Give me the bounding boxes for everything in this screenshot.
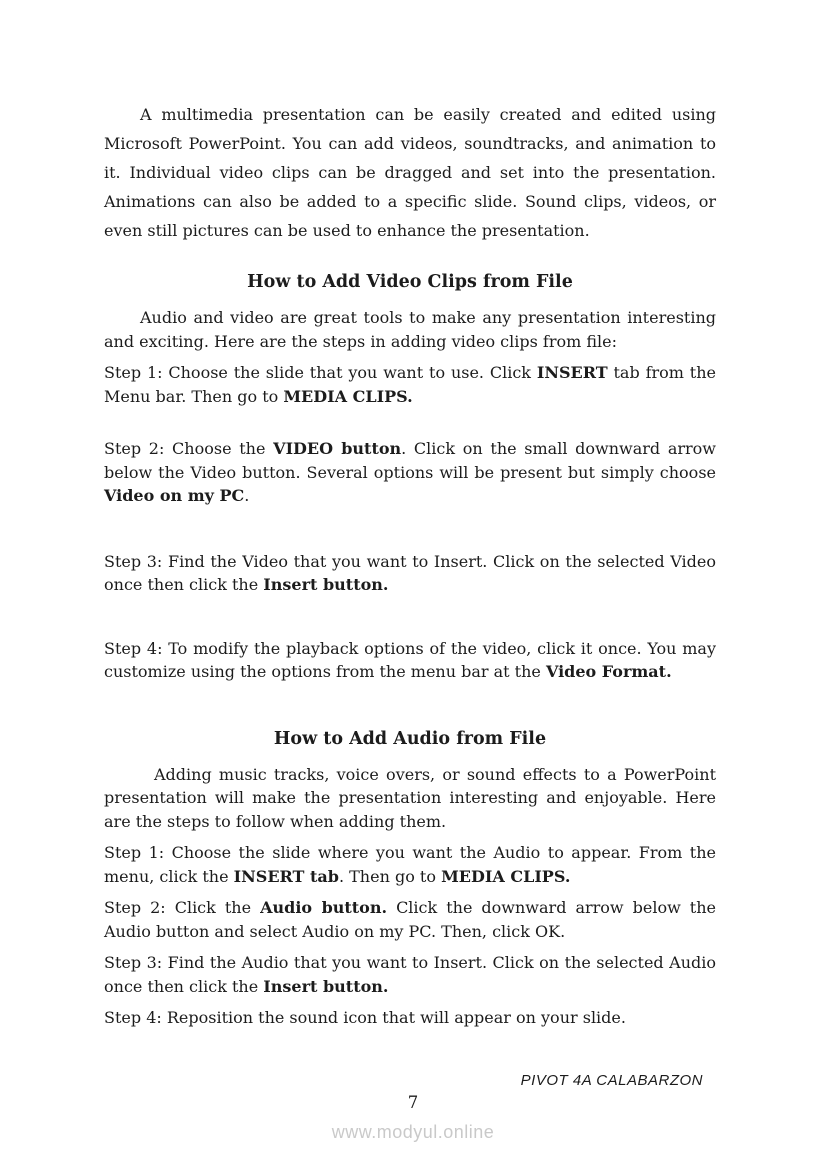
intro-paragraph: A multimedia presentation can be easily created and edited using Microsoft PowerPoint. You can add videos, soundtracks, and animation to it. Individual video clips can be dragged and set into the presentation. Animations can also be added to a specific slide. Sound clips, videos, or even still pictures can be used to enhance the presentation. (104, 105, 716, 240)
page-content (104, 100, 716, 1030)
video-section-heading: How to Add Video Clips from File (247, 272, 573, 292)
audio-step-4: Step 4: Reposition the sound icon that will appear on your slide. (104, 1008, 626, 1027)
audio-section-intro: Adding music tracks, voice overs, or sound effects to a PowerPoint presentation will make the presentation interesting and enjoyable. Here are the steps to follow when adding them. (104, 764, 716, 831)
audio-section-heading: How to Add Audio from File (273, 728, 547, 749)
audio-step-2: Step 2: Click the Audio button. Click the downward arrow below the Audio button and select Audio on my PC. Then, click OK. (104, 898, 717, 941)
video-step-4: Step 4: To modify the playback options of the video, click it once. You may customize using the options from the menu bar at the Video Format. (104, 638, 716, 681)
footer-source-label: PIVOT 4A CALABARZON (520, 1072, 703, 1089)
video-step-3: Step 3: Find the Video that you want to Insert. Click on the selected Video once then click the Insert button. (104, 551, 716, 594)
video-section-intro: Audio and video are great tools to make any presentation interesting and exciting. Here are the steps in adding video clips from file: (104, 308, 716, 351)
audio-step-1: Step 1: Choose the slide where you want the Audio to appear. From the menu, click the INSERT tab. Then go to MEDIA CLIPS. (104, 843, 716, 886)
audio-step-3: Step 3: Find the Audio that you want to Insert. Click on the selected Audio once then click the Insert button. (104, 953, 716, 996)
video-step-1: Step 1: Choose the slide that you want to use. Click INSERT tab from the Menu bar. Then go to MEDIA CLIPS. (104, 363, 716, 406)
video-step-2: Step 2: Choose the VIDEO button. Click on the small downward arrow below the Video button. Several options will be present but simply choose Video on my PC. (104, 439, 716, 505)
watermark-url: www.modyul.online (331, 1122, 495, 1142)
page-number: 7 (407, 1093, 419, 1112)
